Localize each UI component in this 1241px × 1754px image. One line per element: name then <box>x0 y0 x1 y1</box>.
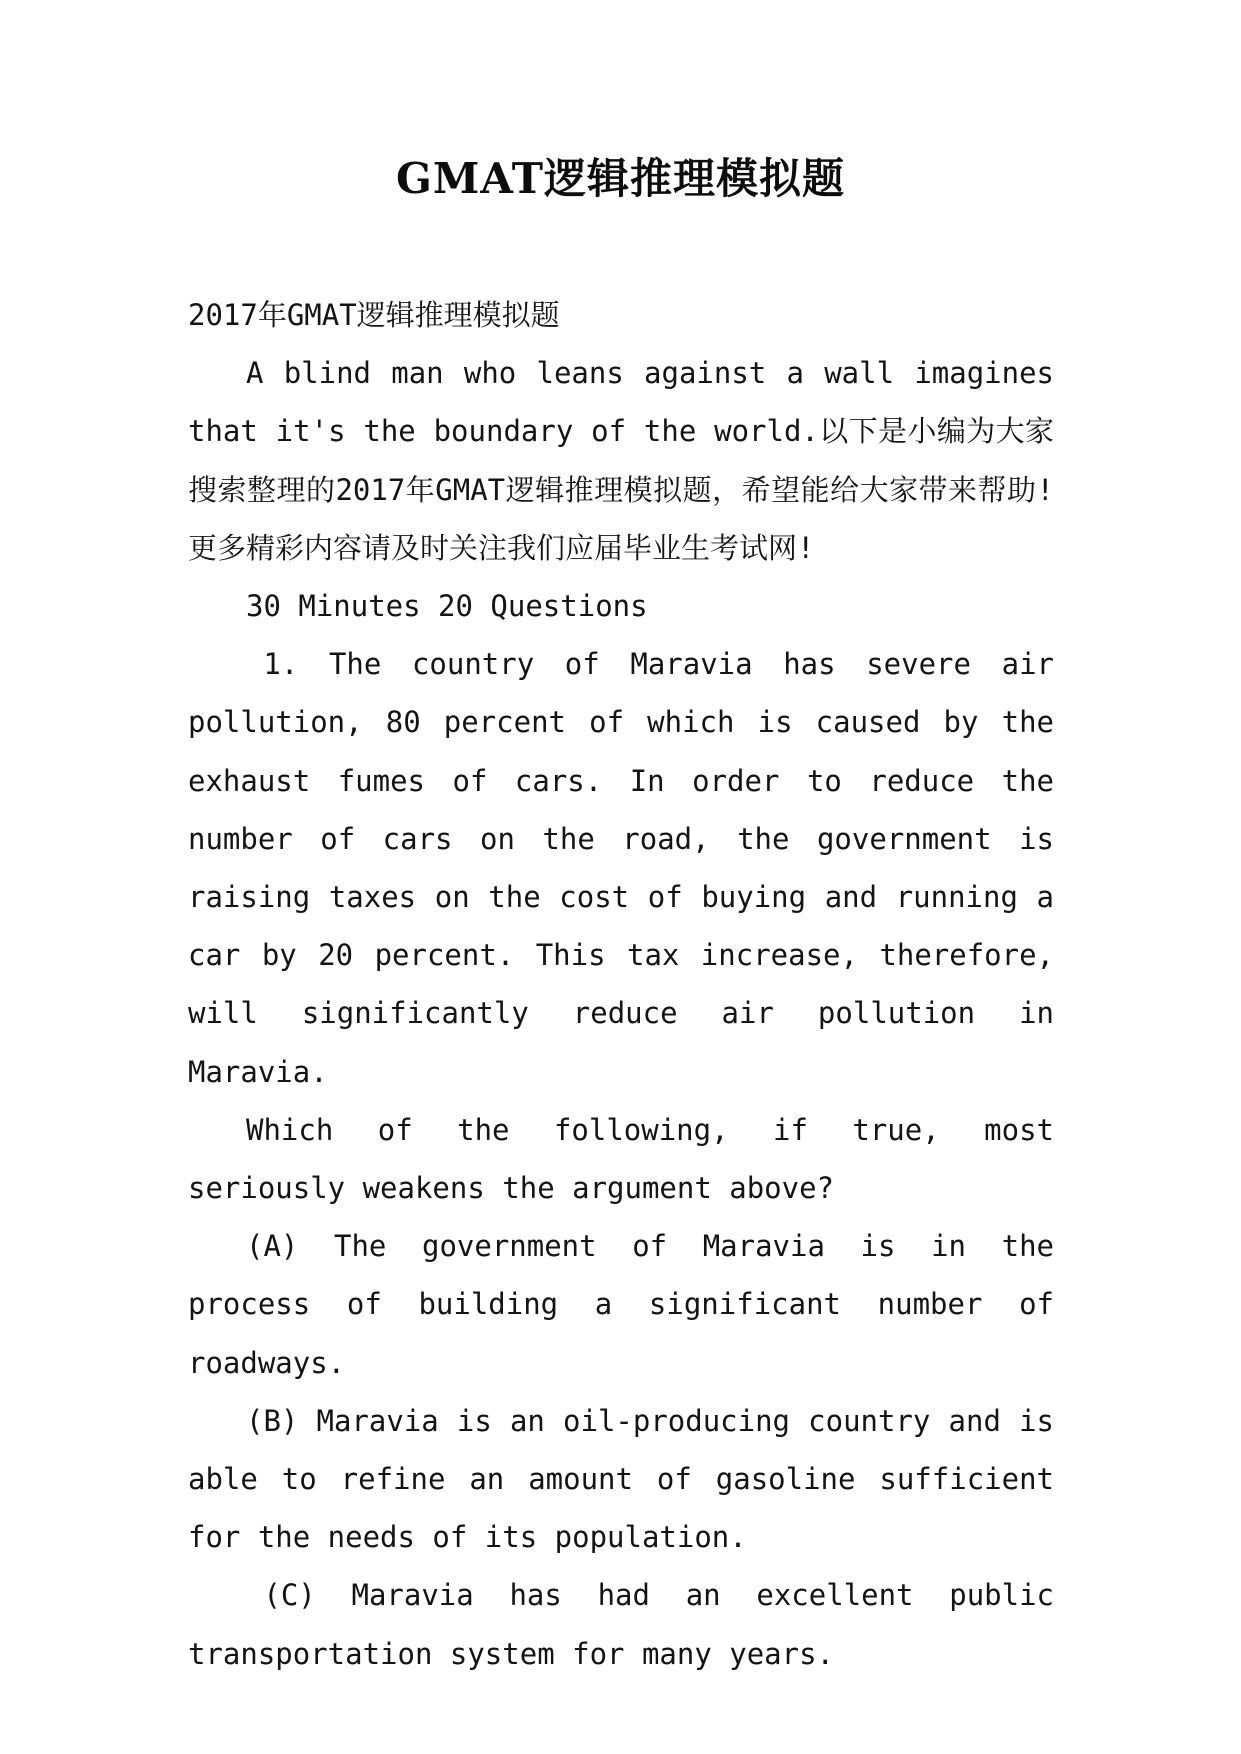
document-title: GMAT逻辑推理模拟题 <box>396 154 845 203</box>
option-b: (B) Maravia is an oil-producing country and is able to refine an amount of gasoline sufficient for the needs of its population. <box>188 1403 1054 1555</box>
question-1-stem: 1. The country of Maravia has severe air pollution, 80 percent of which is caused by the exhaust fumes of cars. In order to reduce the number of cars on the road, the government is raising taxes on the cost of buying and running a car by 20 percent. This tax increase, therefore, will significantly reduce air pollution in Maravia. <box>188 647 1054 1089</box>
question-1-prompt: Which of the following, if true, most seriously weakens the argument above? <box>188 1112 1054 1206</box>
subtitle-line: 2017年GMAT逻辑推理模拟题 <box>188 298 560 332</box>
document-body <box>188 286 1054 1683</box>
option-c: (C) Maravia has had an excellent public transportation system for many years. <box>188 1578 1054 1671</box>
option-a: (A) The government of Maravia is in the process of building a significant number of roadways. <box>188 1229 1054 1380</box>
intro-paragraph: A blind man who leans against a wall imagines that it's the boundary of the world.以下是小编为大家搜索整理的2017年GMAT逻辑推理模拟题，希望能给大家带来帮助!更多精彩内容请及时关注我们应届毕业生考试网! <box>188 356 1054 565</box>
time-info: 30 Minutes 20 Questions <box>246 589 648 624</box>
